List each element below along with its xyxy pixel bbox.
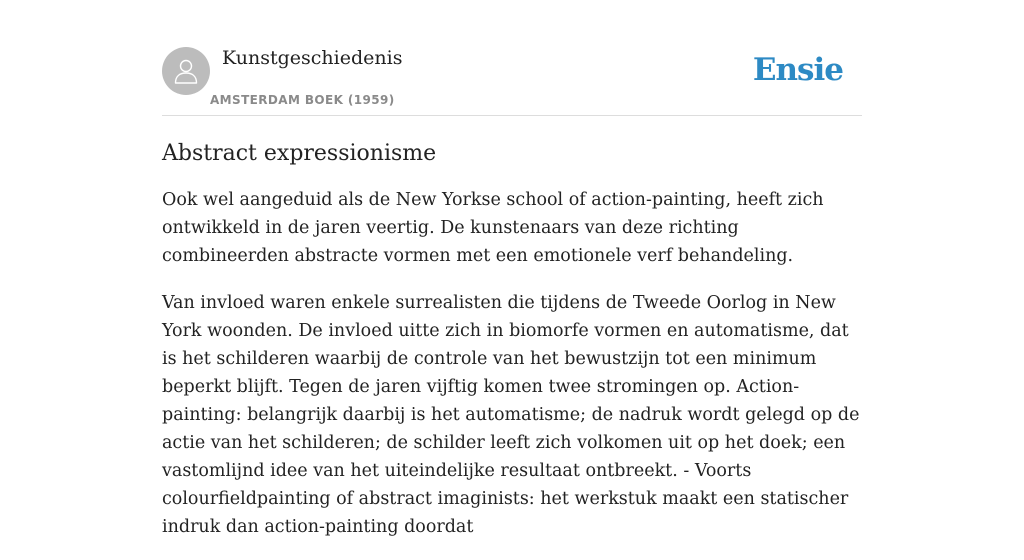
article bbox=[162, 138, 862, 560]
header bbox=[162, 46, 862, 116]
entry-title: Abstract expressionisme bbox=[162, 141, 437, 166]
paragraph: Ook wel aangeduid als de New Yorkse school of action-painting, heeft zich ontwikkeld in de jaren veertig. De kunstenaars van deze richting combineerden abstracte vormen met een emotionele verf behandeling. bbox=[162, 190, 824, 266]
source-label: AMSTERDAM BOEK (1959) bbox=[210, 93, 395, 107]
user-icon bbox=[173, 57, 199, 85]
avatar[interactable] bbox=[162, 47, 210, 95]
paragraph: Van invloed waren enkele surrealisten die tijdens de Tweede Oorlog in New York woonden. De invloed uitte zich in biomorfe vormen en automatisme, dat is het schilderen waarbij de controle van het bewustzijn tot een minimum beperkt blijft. Tegen de jaren vijftig komen twee stromingen op. Action-painting: belangrijk daarbij is het automatisme; de nadruk wordt gelegd op de actie van het schilderen; de schilder leeft zich volkomen uit op het doek; een vastomlijnd idee van het uiteindelijke resultaat ontbreekt. - Voorts colourfieldpainting of abstract imaginists: het werkstuk maakt een statischer indruk dan action-painting doordat bbox=[162, 293, 860, 537]
ensie-logo[interactable]: Ensie bbox=[752, 52, 843, 88]
collection-title[interactable]: Kunstgeschiedenis bbox=[222, 47, 403, 69]
